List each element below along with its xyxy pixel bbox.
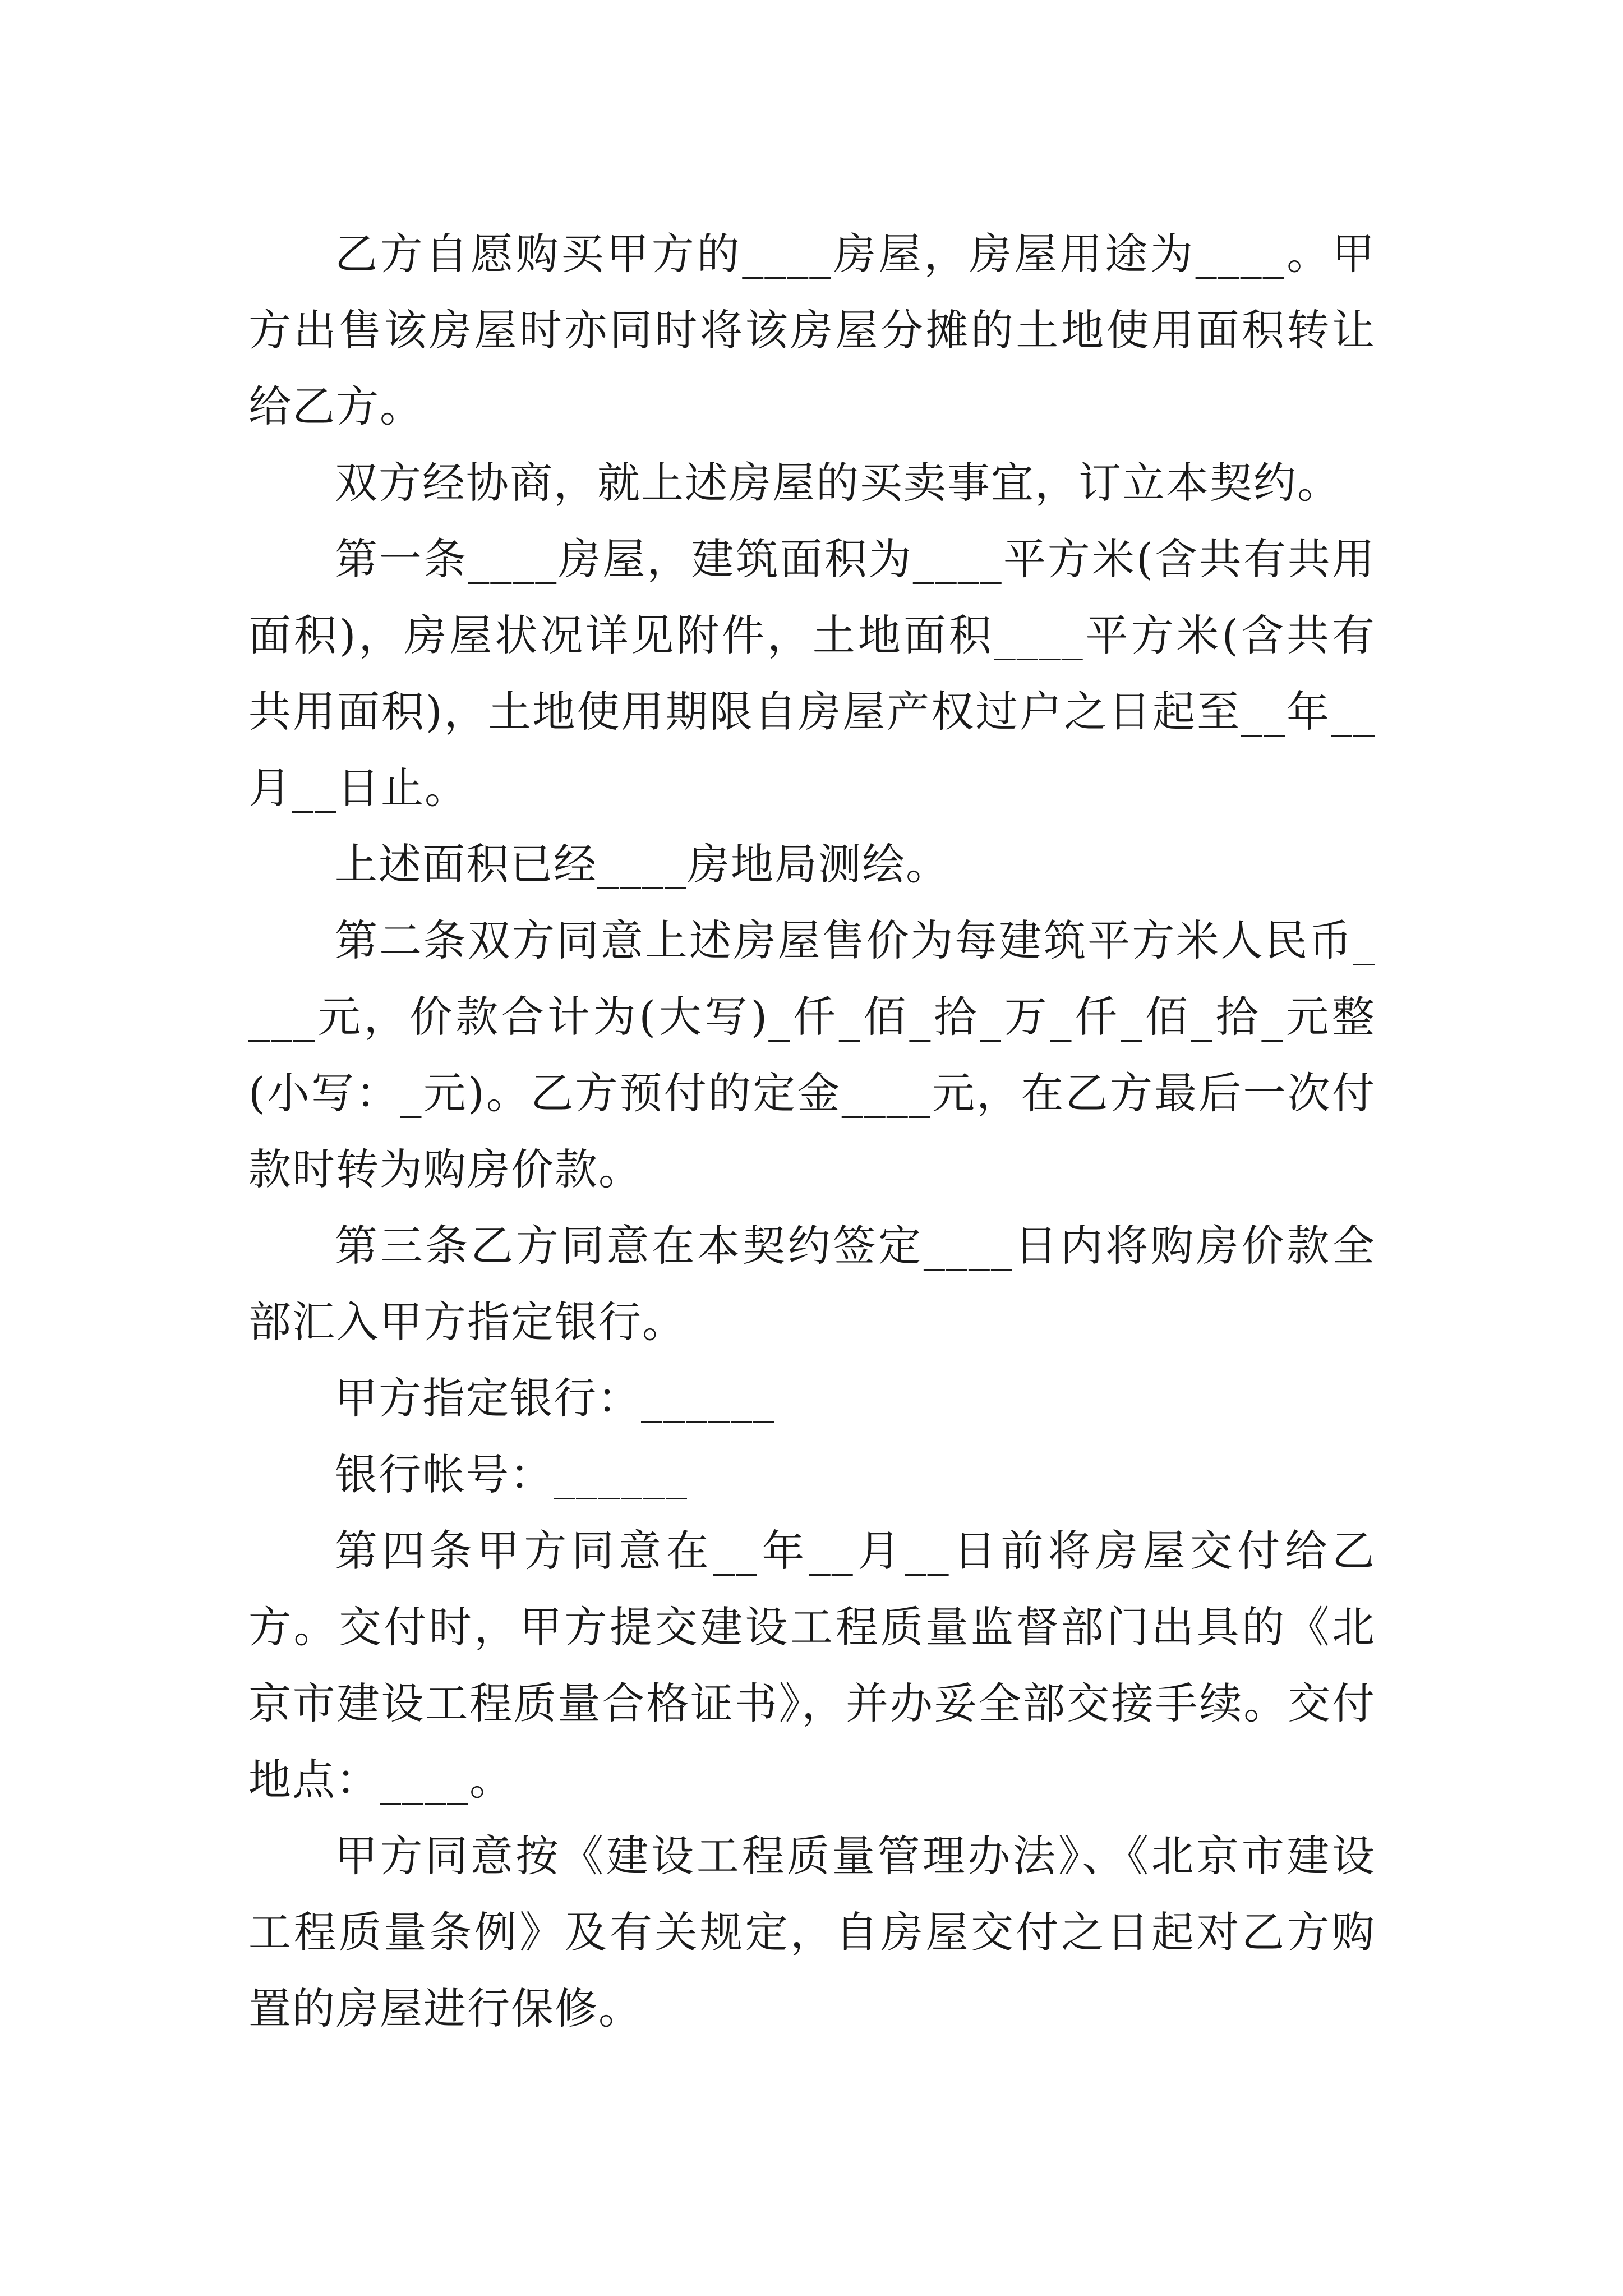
paragraph-survey: 上述面积已经____房地局测绘。 [335,839,949,889]
paragraph-bank-account: 银行帐号：______ [335,1450,688,1499]
paragraph-purchase-intent: 乙方自愿购买甲方的____房屋，房屋用途为____。甲方出售该房屋时亦同时将该房屋分摊的土地使用面积转让给乙方。 [248,229,1376,431]
paragraph-article-4: 第四条甲方同意在__年__月__日前将房屋交付给乙方。交付时，甲方提交建设工程质量监督部门出具的《北京市建设工程质量合格证书》，并办妥全部交接手续。交付地点：____。 [248,1526,1376,1805]
paragraph-article-3: 第三条乙方同意在本契约签定____日内将购房价款全部汇入甲方指定银行。 [248,1221,1376,1347]
paragraph-warranty: 甲方同意按《建设工程质量管理办法》、《北京市建设工程质量条例》及有关规定，自房屋交付之日起对乙方购置的房屋进行保修。 [248,1831,1376,2033]
paragraph-article-1: 第一条____房屋，建筑面积为____平方米(含共有共用面积)，房屋状况详见附件，土地面积____平方米(含共有共用面积)，土地使用期限自房屋产权过户之日起至__年__月__日止。 [248,534,1376,813]
paragraph-agreement: 双方经协商，就上述房屋的买卖事宜，订立本契约。 [335,458,1341,508]
document-body [248,216,1376,2047]
paragraph-article-2: 第二条双方同意上述房屋售价为每建筑平方米人民币____元，价款合计为(大写)_仟_佰_拾_万_仟_佰_拾_元整(小写：_元)。乙方预付的定金____元，在乙方最后一次付款时转为购房价款。 [248,915,1376,1194]
paragraph-designated-bank: 甲方指定银行：______ [335,1373,776,1423]
